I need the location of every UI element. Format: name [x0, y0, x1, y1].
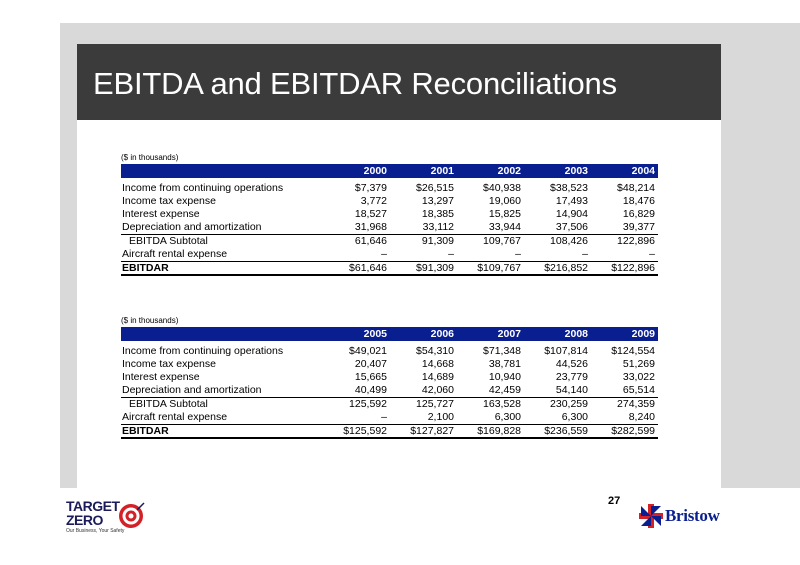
- cell-value: 108,426: [524, 234, 591, 247]
- cell-value: 65,514: [622, 383, 655, 396]
- cell-value: 40,499: [354, 383, 387, 396]
- row-label: EBITDA Subtotal: [121, 397, 323, 410]
- cell-value: $91,309: [390, 261, 457, 275]
- cell-value: 61,646: [323, 234, 390, 247]
- year-header: 2001: [390, 164, 457, 178]
- logo-tagline: Our Business, Your Safety: [66, 528, 125, 534]
- bristow-logo: [637, 500, 732, 530]
- cell-value: 6,300: [494, 410, 521, 423]
- cell-value: 230,259: [524, 397, 591, 410]
- units-caption: ($ in thousands): [121, 316, 179, 325]
- table-row: [121, 221, 658, 234]
- table-row: [121, 208, 658, 221]
- cell-value: 38,781: [488, 358, 521, 370]
- cell-value: $49,021: [349, 345, 387, 357]
- cell-value: 18,385: [421, 207, 454, 220]
- table-row: [121, 358, 658, 371]
- cell-value: 163,528: [457, 397, 524, 410]
- row-label: Aircraft rental expense: [122, 410, 228, 423]
- header-blank: [121, 327, 323, 341]
- cell-value: 31,968: [354, 220, 387, 233]
- header-blank: [121, 164, 323, 178]
- table-row: [121, 248, 658, 261]
- cell-value: $107,814: [544, 345, 588, 357]
- table-row: [121, 178, 658, 195]
- page-number: 27: [608, 495, 621, 507]
- total-row: [121, 261, 658, 275]
- cell-value: 44,526: [555, 358, 588, 370]
- cell-value: 33,112: [422, 220, 454, 233]
- table-row: [121, 341, 658, 358]
- row-label: Income from continuing operations: [122, 345, 284, 357]
- cell-value: 42,060: [421, 383, 454, 396]
- cell-value: 18,476: [622, 195, 655, 207]
- cell-value: $169,828: [457, 424, 524, 438]
- cell-value: $26,515: [416, 182, 454, 194]
- header-row: [121, 164, 658, 178]
- cell-value: 17,493: [555, 195, 588, 207]
- table-row: [121, 195, 658, 208]
- cell-value: 125,592: [323, 397, 390, 410]
- row-label: EBITDAR: [121, 424, 323, 438]
- year-header: 2008: [524, 327, 591, 341]
- cell-value: 14,689: [421, 370, 454, 383]
- cell-value: 23,779: [555, 370, 588, 383]
- cell-value: 51,269: [622, 358, 655, 370]
- year-header: 2009: [591, 327, 658, 341]
- row-label: Income tax expense: [122, 358, 216, 370]
- cell-value: $127,827: [390, 424, 457, 438]
- cell-value: –: [381, 410, 387, 423]
- cell-value: 19,060: [488, 195, 521, 207]
- cell-value: –: [582, 247, 588, 260]
- reconciliation-table-2000-2004: [121, 153, 658, 276]
- cell-value: 20,407: [354, 358, 387, 370]
- cell-value: $54,310: [416, 345, 454, 357]
- logo-line-target: TARGET: [66, 498, 120, 514]
- cell-value: $124,554: [611, 345, 655, 357]
- cell-value: 39,377: [622, 220, 655, 233]
- subtotal-row: [121, 234, 658, 247]
- cell-value: $109,767: [457, 261, 524, 275]
- cell-value: 14,904: [555, 207, 588, 220]
- year-header: 2002: [457, 164, 524, 178]
- cell-value: –: [515, 247, 521, 260]
- cell-value: $236,559: [524, 424, 591, 438]
- cell-value: 13,297: [421, 195, 454, 207]
- cell-value: 42,459: [488, 383, 521, 396]
- cell-value: 91,309: [390, 234, 457, 247]
- reconciliation-table-2005-2009: [121, 316, 658, 439]
- slide-title: EBITDA and EBITDAR Reconciliations: [93, 66, 617, 101]
- target-icon: [116, 501, 146, 529]
- bristow-emblem-icon: [637, 502, 665, 530]
- cell-value: 3,772: [360, 195, 387, 207]
- row-label: EBITDA Subtotal: [121, 234, 323, 247]
- data-table: [121, 164, 658, 276]
- cell-value: 6,300: [561, 410, 588, 423]
- data-table: [121, 327, 658, 439]
- cell-value: 10,940: [488, 370, 521, 383]
- cell-value: 15,825: [488, 207, 521, 220]
- row-label: Interest expense: [122, 207, 200, 220]
- subtotal-row: [121, 397, 658, 410]
- cell-value: –: [448, 247, 454, 260]
- cell-value: $61,646: [323, 261, 390, 275]
- cell-value: 14,668: [421, 358, 454, 370]
- cell-value: –: [381, 247, 387, 260]
- cell-value: $282,599: [591, 424, 658, 438]
- target-zero-logo: [66, 495, 156, 545]
- table-row: [121, 371, 658, 384]
- cell-value: 125,727: [390, 397, 457, 410]
- cell-value: 274,359: [591, 397, 658, 410]
- cell-value: 8,240: [628, 410, 655, 423]
- year-header: 2003: [524, 164, 591, 178]
- cell-value: $216,852: [524, 261, 591, 275]
- cell-value: $40,938: [483, 182, 521, 194]
- cell-value: 33,944: [488, 220, 521, 233]
- table-row: [121, 411, 658, 424]
- cell-value: 33,022: [622, 370, 655, 383]
- cell-value: 109,767: [457, 234, 524, 247]
- row-label: EBITDAR: [121, 261, 323, 275]
- year-header: 2006: [390, 327, 457, 341]
- cell-value: $7,379: [354, 182, 387, 194]
- cell-value: 16,829: [622, 207, 655, 220]
- table-row: [121, 384, 658, 397]
- cell-value: $48,214: [617, 182, 655, 194]
- row-label: Interest expense: [122, 370, 200, 383]
- cell-value: 122,896: [591, 234, 658, 247]
- row-label: Depreciation and amortization: [122, 220, 262, 233]
- units-caption: ($ in thousands): [121, 153, 179, 162]
- logo-line-zero: ZERO: [66, 512, 103, 528]
- row-label: Income from continuing operations: [122, 182, 284, 194]
- year-header: 2007: [457, 327, 524, 341]
- year-header: 2005: [323, 327, 390, 341]
- total-row: [121, 424, 658, 438]
- bristow-wordmark: Bristow: [665, 506, 720, 525]
- cell-value: $125,592: [323, 424, 390, 438]
- cell-value: 18,527: [354, 207, 387, 220]
- row-label: Depreciation and amortization: [122, 383, 262, 396]
- cell-value: 15,665: [354, 370, 387, 383]
- cell-value: 37,506: [555, 220, 588, 233]
- cell-value: $38,523: [550, 182, 588, 194]
- cell-value: $122,896: [591, 261, 658, 275]
- cell-value: 2,100: [427, 410, 454, 423]
- cell-value: –: [649, 247, 655, 260]
- row-label: Aircraft rental expense: [122, 247, 228, 260]
- cell-value: $71,348: [483, 345, 521, 357]
- year-header: 2000: [323, 164, 390, 178]
- row-label: Income tax expense: [122, 195, 216, 207]
- header-row: [121, 327, 658, 341]
- year-header: 2004: [591, 164, 658, 178]
- cell-value: 54,140: [555, 383, 588, 396]
